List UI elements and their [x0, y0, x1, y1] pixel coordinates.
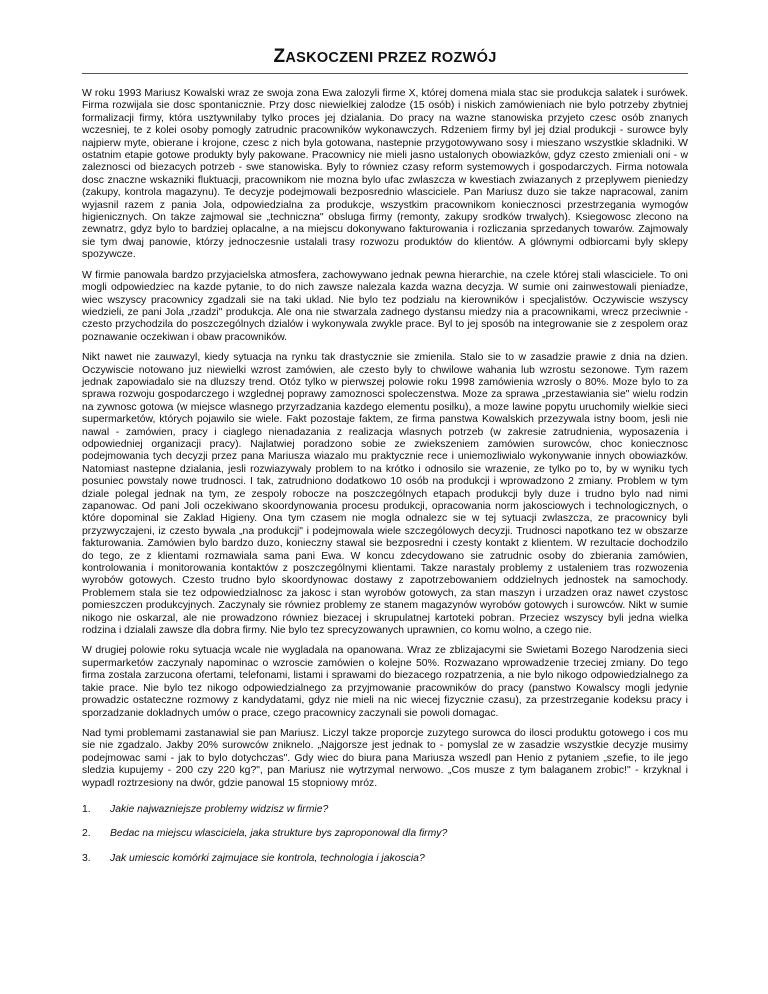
question-list	[82, 804, 688, 865]
title-initial: Z	[273, 46, 286, 67]
paragraph-5: Nad tymi problemami zastanawial sie pan Mariusz. Liczyl takze proporcje zuzytego surowca do ilosci produktu gotowego i cos mu sie nie zgadzalo. Jakby 20% surowców zniknelo. „Najgorsze jest jednak to - pomyslal ze w zasadzie wszystkie decyzje musimy podejmowac sami - jak to bylo dotychczas". Gdy wiec do biura pana Mariusza wszedl pan Henio z pytaniem „szefie, to ile jego sledzia kupujemy - 200 czy 220 kg?", pan Mariusz nie wytrzymal nerwowo. „Cos musze z tym balaganem zrobic!" - krzyknal i wypadl roztrzesiony na dwór, gdzie panowal 15 stopniowy mróz.	[82, 727, 688, 789]
paragraph-4: W drugiej polowie roku sytuacja wcale nie wygladala na opanowana. Wraz ze zblizajacymi sie Swietami Bozego Narodzenia sieci supermarketów zaczynaly napominac o wzroscie zamówien o kolejne 50%. Rozwazano wprowadzenie trzeciej zmiany. Do tego firma zostala zarzucona ofertami, telefonami, listami i sprawami do biezacego rozpatrzenia, a nie bylo nikogo odpowiedzialnego za takie prace. Nie bylo tez nikogo odpowiedzialnego za przyjmowanie pracowników do pracy (panstwo Kowalscy mogli jedynie prowadzic ostateczne rozmowy z kandydatami, gdyz nie mieli na nic wiecej fizycznie czasu), za przestrzeganie kodeksu pracy i sporzadzanie dokladnych umów o prace, czego pracownicy zaczynali sie powoli domagac.	[82, 645, 688, 719]
paragraph-1: W roku 1993 Mariusz Kowalski wraz ze swoja zona Ewa zalozyli firme X, której domena miala stac sie produkcja salatek i surówek. Firma rozwijala sie dosc spontanicznie. Przy dosc niewielkiej zalodze (15 osób) i niskich zamówieniach nie bylo potrzeby zbytniej formalizacji firmy, która usztywnilaby tylko proces jej dzialania. Do pracy na wazne stanowiska przyjeto czesc osób znanych wczesniej, te z kolei osoby pomogly zatrudnic pracowników wykonawczych. Rdzeniem firmy byl jej dzial produkcji - surowce byly najpierw myte, obierane i krojone, czesc z nich byla gotowana, nastepnie przygotowywano sosy i mieszano wszystkie skladniki. W ostatnim etapie gotowe produkty byly pakowane. Pracownicy nie mieli jasno ustalonych obowiazków, gdyz czesto zmieniali oni - w zaleznosci od biezacych potrzeb - swe stanowiska. Byly to równiez czasy reform systemowych i gospodarczych. Firma notowala dosc znaczne wskazniki fluktuacji, pracownikom nie mozna bylo ufac zwlaszcza w kwestiach zwiazanych z przeplywem pieniedzy (zakupy, kontrola magazynu). Te decyzje podejmowali bezposrednio wlasciciele. Pan Mariusz duzo sie takze napracowal, zanim wyjasnil razem z pania Jola, odpowiedzialna za produkcje, wszystkim pracownikom koniecznosci przestrzegania wymogów higienicznych. On takze zajmowal sie „techniczna" obsluga firmy (remonty, zakupy srodków trwalych). Ksiegowosc zlecono na zewnatrz, gdyz bylo to bardziej oplacalne, a na miejscu dokonywano fakturowania i rozliczania sprzedanych towarów. Zajmowaly sie tym dwaj panowie, którzy jednoczesnie ustalali trasy rozwozu produktów do klientów. A glównymi odbiorcami byly sklepy spozywcze.	[82, 88, 688, 261]
question-text: Jak umiescic komórki zajmujace sie kontrola, technologia i jakoscia?	[110, 852, 425, 864]
question-item	[82, 828, 688, 840]
question-item	[82, 804, 688, 816]
document-page	[82, 48, 688, 877]
paragraph-3: Nikt nawet nie zauwazyl, kiedy sytuacja na rynku tak drastycznie sie zmienila. Stalo sie to w zasadzie prawie z dnia na dzien. Oczywiscie notowano juz niewielki wzrost zamówien, ale czesto byly to chwilowe wahania lub wzrostu sezonowe. Tym razem jednak zapowiadalo sie na dluzszy trend. Otóz tylko w pierwszej polowie roku 1998 zamówienia wzrosly o 80%. Moze bylo to za sprawa rozwoju gospodarczego i wzglednej poprawy zamoznosci spoleczenstwa. Moze za sprawa „przestawiania sie" wielu rodzin na zywnosc gotowa (w miejsce wlasnego przyrzadzania kazdego elementu posilku), a moze lawine popytu uruchomily wielkie sieci supermarketów, których pojawilo sie wiele. Fakt pozostaje faktem, ze firma panstwa Kowalskich przezywala istny boom, jesli nie nawal - zamówien, pracy i ciaglego nienadazania z realizacja wlasnych potrzeb (w zakresie zatrudnienia, wyposazenia i odpowiedniej organizacji pracy). Najlatwiej poradzono sobie ze zwiekszeniem zamówien surowców, choc koniecznosc podejmowania tych decyzji przez pana Mariusza wiazalo mu praktycznie rece i uniemozliwialo wykonywanie innych obowiazków. Natomiast nastepne dzialania, jesli rozwiazywaly problem to na krótko i odnosilo sie wrazenie, ze tylko po to, by w wyniku tych posuniec powstaly nowe trudnosci. I tak, zatrudniono dodatkowo 10 osób na produkcji i wprowadzono 2 zmiany. Problem w tym dziale polegal jednak na tym, ze zespoly robocze na poszczególnych etapach produkcji byly duze i trudno bylo nad nimi zapanowac. Od pani Joli oczekiwano skoordynowania procesu produkcji, opracowania norm jakosciowych i technologicznych, o które dopominal sie Zaklad Higieny. Ona tym czasem nie mogla odnalezc sie w tej sytuacji zwlaszcza, ze pracownicy byli przyzwyczajeni, iz czesto bywala „na produkcji" i podejmowala wiele szczególowych decyzji. Trudnosci napotkano tez w obszarze fakturowania. Zamówien bylo bardzo duzo, konieczny stawal sie bezposredni i czesty kontakt z klientem. W rezultacie dochodzilo do tego, ze z klientami rozmawiala sama pani Ewa. W koncu zdecydowano sie zatrudnic osoby do zbierania zamówien, kontrolowania i monitorowania kontaktów z poszczególnymi klientami. Takze narastaly problemy z ustaleniem tras rozwozenia wyrobów gotowych. Czesto trudno bylo skoordynowac dostawy z zapotrzebowaniem oddzielnych jednostek na samochody. Problemem stala sie tez odpowiedzialnosc za jakosc i stan wyrobów gotowych, za stan maszyn i urzadzen oraz nawet czystosc pomieszczen produkcyjnych. Zaczynaly sie równiez problemy ze stanem magazynów wyrobów gotowych i surowców. Nikt w sumie nikogo nie oskarzal, ale nie prowadzono równiez biezacej i skrupulatnej kartoteki pobran. Przeciez wszyscy byli jedna wielka rodzina i dzialali zawsze dla dobra firmy. Nie bylo tez sprecyzowanych uprawnien, co komu wolno, a czego nie.	[82, 352, 688, 637]
question-text: Jakie najwazniejsze problemy widzisz w firmie?	[110, 803, 329, 815]
question-number: 1.	[82, 803, 91, 815]
question-item	[82, 853, 688, 865]
question-number: 2.	[82, 828, 91, 840]
document-title	[82, 48, 688, 73]
title-underline	[82, 73, 688, 74]
question-text: Bedac na miejscu wlasciciela, jaka strukture bys zaproponowal dla firmy?	[110, 828, 448, 840]
paragraph-2: W firmie panowala bardzo przyjacielska atmosfera, zachowywano jednak pewna hierarchie, na czele której stali wlasciciele. To oni mogli odpowiedziec na kazde pytanie, to do nich zawsze nalezala kazda wazna decyzja. W sumie oni zainwestowali pieniadze, wiec wszyscy pracownicy zgadzali sie na taki uklad. Nie bylo tez podzialu na kierowników i specjalistów. Oczywiscie wszyscy wiedzieli, ze pani Jola „rzadzi" produkcja. Ale ona nie stwarzala zadnego dystansu miedzy nia a pracownikami, wrecz przeciwnie - czesto przychodzila do poszczególnych dzialów i wykonywala zwykle prace. Byl to jej sposób na integrowanie sie z zespolem oraz poznawanie oczekiwan i obaw pracowników.	[82, 269, 688, 343]
title-rest: ASKOCZENI PRZEZ ROZWÓJ	[285, 50, 497, 66]
question-number: 3.	[82, 852, 91, 864]
